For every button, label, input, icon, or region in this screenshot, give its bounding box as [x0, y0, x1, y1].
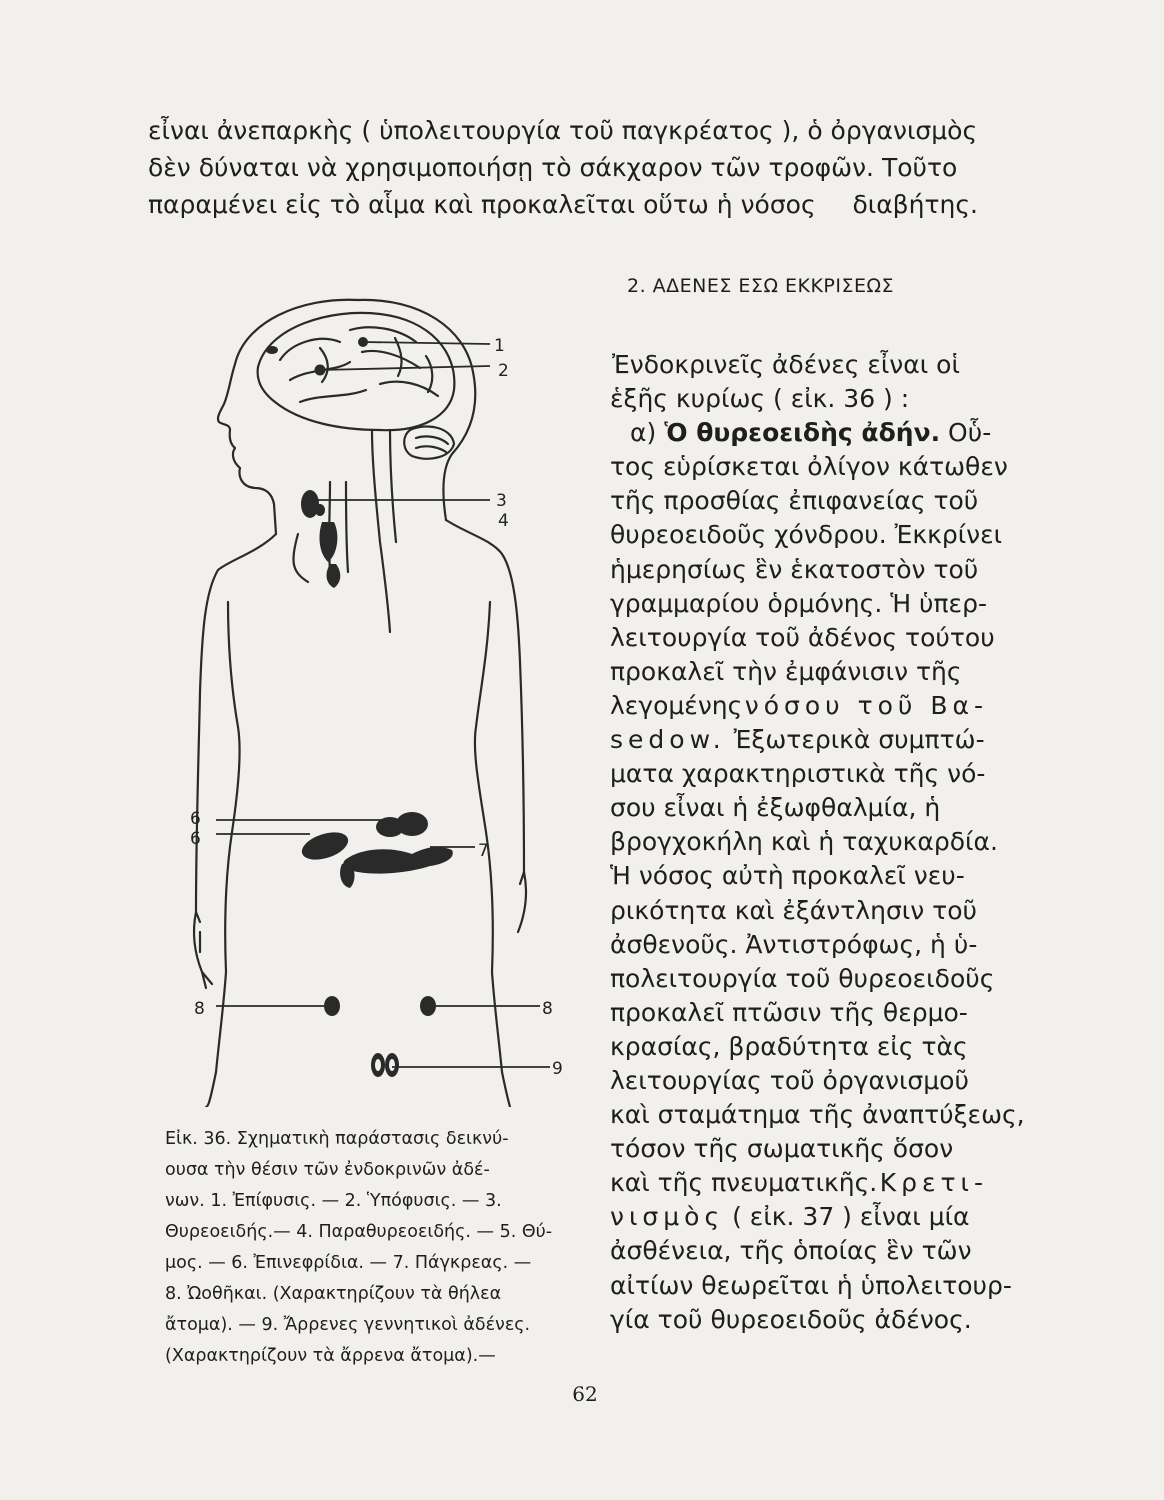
parathyroid-gland	[315, 504, 325, 516]
figure-caption	[165, 1124, 585, 1372]
caption-line-1: Εἰκ. 36. Σχηματικὴ παράστασις δεικνύ-	[165, 1129, 509, 1149]
body-line-5: τῆς προσθίας ἐπιφανείας τοῦ	[610, 486, 979, 516]
label-9: 9	[552, 1059, 563, 1079]
body-line-26	[610, 1200, 988, 1234]
label-3: 3	[496, 491, 507, 511]
body-line-16: Ἡ νόσος αὐτὴ προκαλεῖ νευ-	[610, 861, 965, 891]
body-line-11-a: λεγομένης	[610, 690, 743, 720]
body-line-1: Ἐνδοκρινεῖς ἀδένες εἶναι οἱ	[612, 350, 960, 379]
body-line-12-rest: Ἐξωτερικὰ συμπτώ-	[733, 725, 985, 755]
body-line-26-rest: ( εἰκ. 37 ) εἶναι μία	[732, 1202, 970, 1232]
right-torso-side	[475, 602, 502, 1072]
body-line-23: καὶ σταμάτημα τῆς ἀναπτύξεως,	[610, 1100, 1025, 1130]
intro-paragraph	[148, 112, 993, 223]
label-6a: 6	[190, 809, 201, 829]
subsection-marker: α)	[630, 418, 657, 448]
body-diagram-svg	[180, 272, 590, 1107]
caption-line-8: (Χαρακτηρίζουν τὰ ἄρρενα ἄτομα).—	[165, 1346, 496, 1366]
label-1: 1	[494, 336, 505, 356]
body-line-3	[610, 416, 992, 450]
body-line-25	[610, 1166, 988, 1200]
intro-line-2: δὲν δύναται νὰ χρησιμοποιήσῃ τὸ σάκχαρον τῶν τροφῶν. Τοῦτο	[148, 153, 958, 182]
body-line-27: ἀσθένεια, τῆς ὁποίας ἓν τῶν	[610, 1236, 972, 1266]
thymus-gland	[320, 522, 338, 562]
body-line-11	[610, 689, 988, 723]
body-line-6: θυρεοειδοῦς χόνδρου. Ἐκκρίνει	[610, 520, 1003, 550]
label-6b: 6	[190, 829, 201, 849]
kidney-right	[396, 812, 428, 836]
left-adrenal-gland	[298, 827, 351, 865]
cretinism-term-1: Κρετι-	[879, 1168, 988, 1198]
body-line-22: λειτουργίας τοῦ ὀργανισμοῦ	[610, 1065, 969, 1095]
intro-line-1: εἶναι ἀνεπαρκὴς ( ὑπολειτουργία τοῦ παγκρέατος ), ὁ ὀργανισμὸς	[148, 116, 978, 145]
section-heading: 2. ΑΔΕΝΕΣ ΕΣΩ ΕΚΚΡΙΣΕΩΣ	[627, 275, 895, 297]
body-line-9: λειτουργία τοῦ ἀδένος τούτου	[610, 622, 995, 652]
body-line-14: σου εἶναι ἡ ἐξωφθαλμία, ἡ	[610, 793, 941, 823]
intro-line-3	[148, 186, 978, 223]
caption-line-7: ἄτομα). — 9. Ἄρρενες γεννητικοὶ ἀδένες.	[165, 1315, 531, 1335]
label-2: 2	[498, 361, 509, 381]
body-line-3-end: Οὗ-	[948, 418, 992, 448]
left-torso-side	[216, 602, 240, 1072]
brain-outline	[258, 313, 455, 430]
basedow-term-1: νόσου τοῦ Βα-	[744, 690, 988, 720]
body-line-8: γραμμαρίου ὁρμόνης. Ἡ ὑπερ-	[610, 588, 987, 618]
eye-socket	[266, 346, 278, 354]
caption-line-3: νων. 1. Ἐπίφυσις. — 2. Ὑπόφυσις. — 3.	[165, 1191, 502, 1211]
spinal-cord	[372, 430, 390, 632]
body-line-7: ἡμερησίως ἓν ἑκατοστὸν τοῦ	[610, 554, 979, 584]
label-7: 7	[478, 841, 489, 861]
label-4: 4	[498, 511, 509, 531]
pancreas	[343, 847, 453, 874]
left-hand	[194, 912, 212, 988]
leader-line-2	[320, 366, 490, 370]
caption-line-4: Θυρεοειδής.— 4. Παραθυρεοειδής. — 5. Θύ-	[165, 1222, 553, 1242]
caption-line-5: μος. — 6. Ἐπινεφρίδια. — 7. Πάγκρεας. —	[165, 1253, 532, 1273]
body-line-2: ἑξῆς κυρίως ( εἰκ. 36 ) :	[610, 384, 910, 414]
intro-line-3-end: διαβήτης.	[852, 190, 978, 219]
body-line-28: αἰτίων θεωρεῖται ἡ ὑπολειτουρ-	[610, 1270, 1012, 1300]
legs-outline	[206, 1072, 510, 1107]
body-line-15: βρογχοκήλη καὶ ἡ ταχυκαρδία.	[610, 827, 998, 857]
cretinism-term-2: νισμὸς	[610, 1202, 725, 1232]
intro-line-3-text: παραμένει εἰς τὸ αἷμα καὶ προκαλεῖται οὕτω ἡ νόσος	[148, 190, 816, 219]
subsection-title-thyroid: Ὁ θυρεοειδὴς ἀδήν.	[664, 418, 941, 448]
body-line-10: προκαλεῖ τὴν ἐμφάνισιν τῆς	[610, 656, 962, 686]
body-line-24: τόσον τῆς σωματικῆς ὅσον	[610, 1134, 954, 1164]
body-line-13: ματα χαρακτηριστικὰ τῆς νό-	[610, 759, 986, 789]
basedow-term-2: sedow.	[610, 725, 726, 755]
body-line-12	[610, 723, 988, 757]
thymus-lobe	[327, 564, 341, 588]
body-line-20: προκαλεῖ πτῶσιν τῆς θερμο-	[610, 997, 968, 1027]
body-line-4: τος εὑρίσκεται ὀλίγον κάτωθεν	[610, 452, 1008, 482]
endocrine-glands-figure	[180, 272, 590, 1107]
section-body	[610, 348, 1025, 1337]
page-number: 62	[572, 1382, 598, 1406]
caption-line-6: 8. Ὠοθῆκαι. (Χαρακτηρίζουν τὰ θήλεα	[165, 1284, 502, 1304]
body-line-19: πολειτουργία τοῦ θυρεοειδοῦς	[610, 963, 995, 993]
label-8-left: 8	[194, 999, 205, 1019]
body-line-17: ρικότητα καὶ ἐξάντλησιν τοῦ	[610, 895, 977, 925]
head-outline	[218, 300, 358, 534]
body-line-25-a: καὶ τῆς πνευματικῆς.	[610, 1168, 878, 1198]
body-line-18: ἀσθενοῦς. Ἀντιστρόφως, ἡ ὑ-	[610, 929, 978, 959]
leader-line-1	[363, 342, 490, 344]
left-shoulder-outline	[196, 534, 276, 922]
caption-line-2: ουσα τὴν θέσιν τῶν ἐνδοκρινῶν ἀδέ-	[165, 1160, 490, 1180]
label-8-right: 8	[542, 999, 553, 1019]
body-line-29: γία τοῦ θυρεοειδοῦς ἀδένος.	[610, 1304, 972, 1334]
body-line-21: κρασίας, βραδύτητα εἰς τὰς	[610, 1031, 968, 1061]
